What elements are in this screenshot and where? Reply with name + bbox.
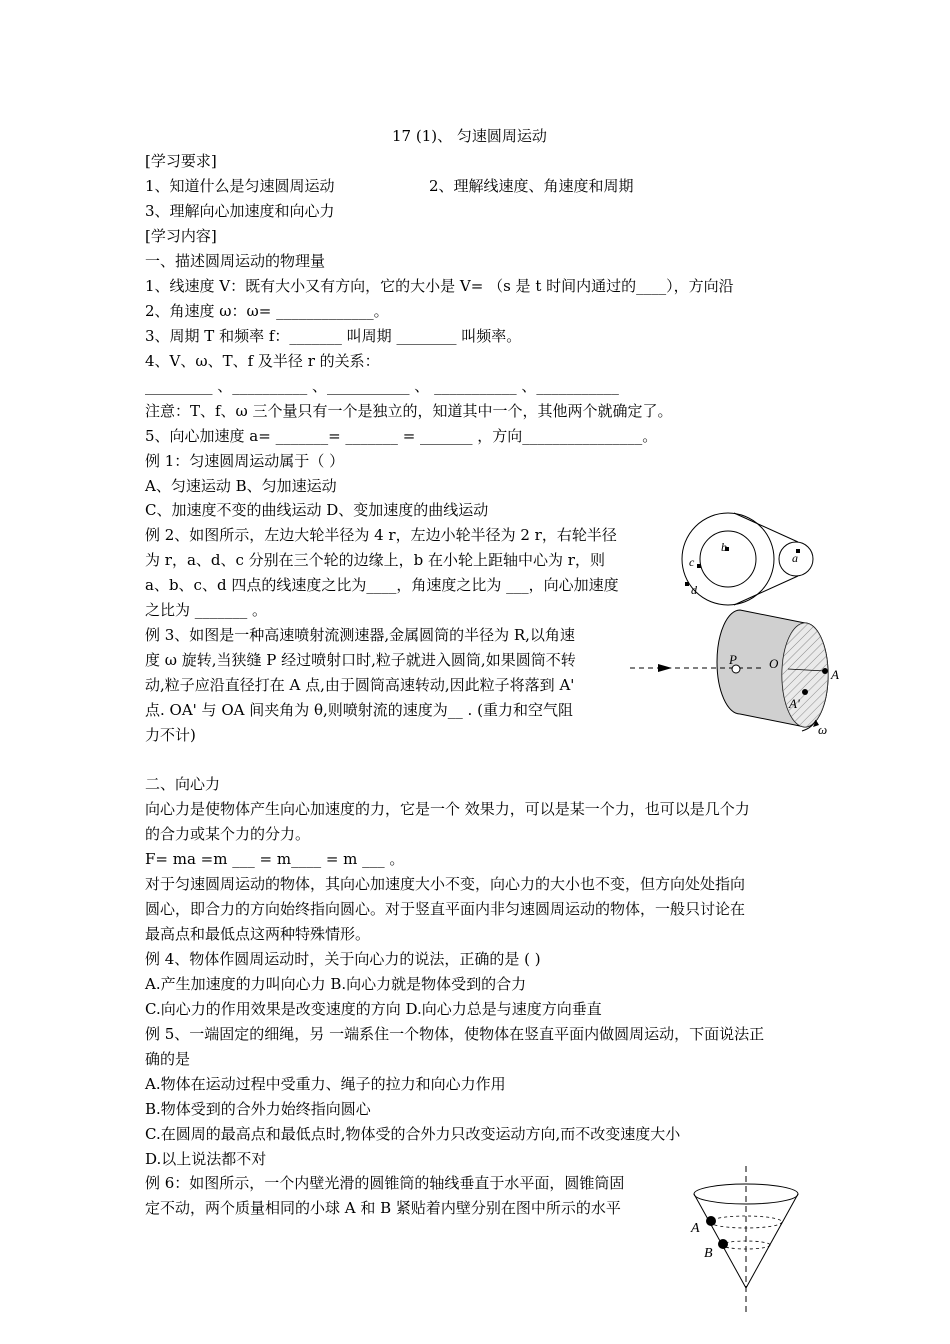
example-2-line-4: 之比为 _______ 。 — [145, 601, 268, 619]
requirement-1: 1、知道什么是匀速圆周运动 — [145, 177, 335, 195]
ball-b — [718, 1239, 728, 1249]
label-d: d — [691, 583, 697, 597]
example-5-option-c: C.在圆周的最高点和最低点时,物体受的合外力只改变运动方向,而不改变速度大小 — [145, 1125, 681, 1143]
label-b: B — [704, 1246, 713, 1261]
requirement-3: 3、理解向心加速度和向心力 — [145, 202, 335, 220]
wheels-diagram — [668, 512, 823, 607]
example-4-options-ab: A.产生加速度的力叫向心力 B.向心力就是物体受到的合力 — [145, 975, 527, 993]
example-4: 例 4、物体作圆周运动时，关于向心力的说法，正确的是 ( ) — [145, 950, 541, 968]
example-1: 例 1：匀速圆周运动属于（ ） — [145, 452, 345, 470]
cylinder-diagram — [630, 606, 845, 746]
question-5: 5、向心加速度 a= _______= _______ = _______ ，方向________________。 — [145, 427, 658, 445]
note: 注意：T、f、ω 三个量只有一个是独立的，知道其中一个，其他两个就确定了。 — [145, 402, 673, 420]
example-1-options-ab: A、匀速运动 B、匀加速运动 — [145, 477, 337, 495]
paragraph-2-line-1: 向心力是使物体产生向心加速度的力，它是一个 效果力，可以是某一个力，也可以是几个力 — [145, 800, 750, 818]
paragraph-3-line-2: 圆心，即合力的方向始终指向圆心。对于竖直平面内非匀速圆周运动的物体，一般只讨论在 — [145, 900, 746, 918]
ball-a — [706, 1216, 716, 1226]
question-1: 1、线速度 V：既有大小又有方向，它的大小是 V= （s 是 t 时间内通过的____），方向沿 — [145, 277, 734, 295]
section-2-title: 二、向心力 — [145, 775, 221, 793]
example-5-option-b: B.物体受到的合外力始终指向圆心 — [145, 1100, 371, 1118]
example-3-line-5: 力不计) — [145, 726, 196, 744]
paragraph-2-line-2: 的合力或某个力的分力。 — [145, 825, 311, 843]
example-5-line-2: 确的是 — [145, 1050, 191, 1068]
question-4: 4、V、ω、T、f 及半径 r 的关系： — [145, 352, 380, 370]
question-4-blanks: _________ 、__________ 、___________ 、 ___________ 、___________ — [145, 377, 619, 395]
example-5-option-d: D.以上说法都不对 — [145, 1150, 267, 1168]
jet-nozzle — [658, 664, 672, 672]
label-omega: ω — [818, 722, 828, 737]
example-5-option-a: A.物体在运动过程中受重力、绳子的拉力和向心力作用 — [145, 1075, 506, 1093]
page-title: 17 (1)、 匀速圆周运动 — [392, 127, 547, 145]
label-a: a — [792, 551, 798, 565]
label-c: c — [689, 555, 695, 569]
example-4-options-cd: C.向心力的作用效果是改变速度的方向 D.向心力总是与速度方向垂直 — [145, 1000, 602, 1018]
example-2-line-3: a、b、c、d 四点的线速度之比为____，角速度之比为 ___，向心加速度 — [145, 576, 619, 594]
content-header: [学习内容] — [145, 227, 217, 245]
cone-right-edge — [746, 1194, 798, 1288]
belt-bottom — [734, 576, 798, 605]
example-2-line-2: 为 r，a、d、c 分别在三个轮的边缘上，b 在小轮上距轴中心为 r，则 — [145, 551, 605, 569]
question-3: 3、周期 T 和频率 f：_______ 叫周期 ________ 叫频率。 — [145, 327, 522, 345]
small-wheel — [700, 531, 756, 587]
paragraph-3-line-1: 对于匀速圆周运动的物体，其向心加速度大小不变，向心力的大小也不变，但方向处处指向 — [145, 875, 746, 893]
cone-diagram — [685, 1166, 810, 1314]
paragraph-3-line-3: 最高点和最低点这两种特殊情形。 — [145, 925, 371, 943]
requirement-2: 2、理解线速度、角速度和周期 — [429, 177, 634, 195]
question-2: 2、角速度 ω：ω= _____________。 — [145, 302, 389, 320]
label-a: A — [831, 667, 839, 682]
label-b: b — [721, 540, 727, 554]
label-a: A — [691, 1221, 700, 1236]
label-o: O — [769, 656, 779, 671]
example-6-line-2: 定不动，两个质量相同的小球 A 和 B 紧贴着内壁分别在图中所示的水平 — [145, 1199, 621, 1217]
label-p: P — [729, 652, 737, 667]
example-5-line-1: 例 5、一端固定的细绳，另 一端系住一个物体，使物体在竖直平面内做圆周运动，下面说法正 — [145, 1025, 765, 1043]
example-3-line-1: 例 3、如图是一种高速喷射流测速器,金属圆筒的半径为 R,以角速 — [145, 626, 575, 644]
force-formula: F= ma =m ___ = m____ = m ___ 。 — [145, 850, 405, 868]
requirements-header: [学习要求] — [145, 152, 217, 170]
label-a-prime: A' — [789, 696, 800, 711]
example-3-line-2: 度 ω 旋转,当狭缝 P 经过喷射口时,粒子就进入圆筒,如果圆筒不转 — [145, 651, 576, 669]
example-1-options-cd: C、加速度不变的曲线运动 D、变加速度的曲线运动 — [145, 501, 489, 519]
belt-top — [734, 513, 798, 542]
example-3-line-3: 动,粒子应沿直径打在 A 点,由于圆筒高速转动,因此粒子将落到 A' — [145, 676, 575, 694]
section-1-title: 一、描述圆周运动的物理量 — [145, 252, 326, 270]
example-2-line-1: 例 2、如图所示，左边大轮半径为 4 r，左边小轮半径为 2 r，右轮半径 — [145, 526, 617, 544]
example-3-line-4: 点. OA' 与 OA 间夹角为 θ,则喷射流的速度为__ . (重力和空气阻 — [145, 701, 573, 719]
example-6-line-1: 例 6：如图所示，一个内壁光滑的圆锥筒的轴线垂直于水平面，圆锥筒固 — [145, 1174, 625, 1192]
